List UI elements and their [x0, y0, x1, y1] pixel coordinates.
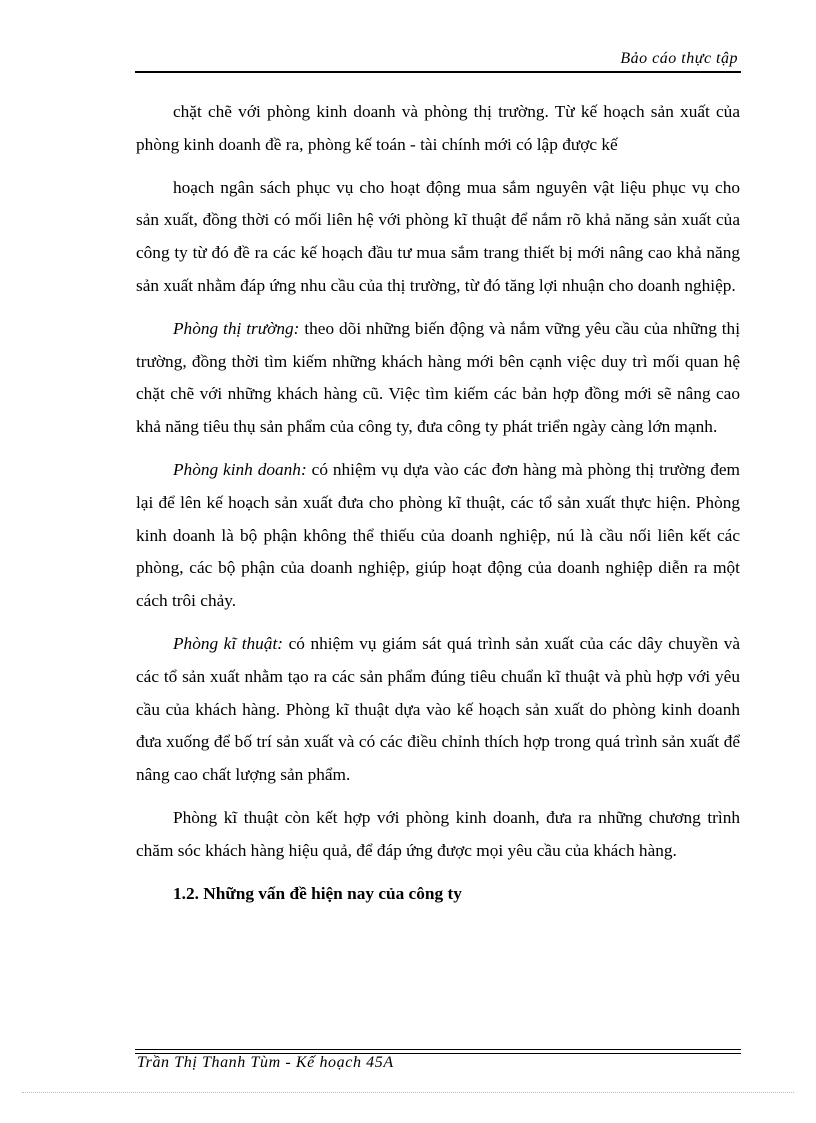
paragraph-label: Phòng thị trường:: [173, 318, 300, 338]
running-header: Bảo cáo thực tập: [620, 50, 738, 67]
paragraph-label: Phòng kinh doanh:: [173, 459, 307, 479]
paragraph-text: hoạch ngân sách phục vụ cho hoạt động mua sắm nguyên vật liệu phục vụ cho sản xuất, đồng thời có mối liên hệ với phòng kĩ thuật để nắm rõ khả năng sản xuất của công ty từ đó đề ra các kế hoạch đầu tư mua sắm trang thiết bị mới nâng cao khả năng sản xuất nhằm đáp ứng nhu cầu của thị trường, từ đó tăng lợi nhuận cho doanh nghiệp.: [136, 177, 740, 295]
paragraph-text: có nhiệm vụ dựa vào các đơn hàng mà phòng thị trường đem lại để lên kế hoạch sản xuất đưa cho phòng kĩ thuật, các tổ sản xuất thực hiện. Phòng kinh doanh là bộ phận không thể thiếu của doanh nghiệp, nú là cầu nối liên kết các phòng, các bộ phận của doanh nghiệp, giúp hoạt động của doanh nghiệp diễn ra một cách trôi chảy.: [136, 459, 740, 611]
header-rule: [135, 71, 741, 73]
running-footer: Trần Thị Thanh Tùm - Kế hoạch 45A: [137, 1054, 394, 1071]
paragraph-text: có nhiệm vụ giám sát quá trình sản xuất của các dây chuyền và các tổ sản xuất nhằm tạo ra các sản phẩm đúng tiêu chuẩn kĩ thuật và phù hợp với yêu cầu của khách hàng. Phòng kĩ thuật dựa vào kế hoạch sản xuất do phòng kinh doanh đưa xuống để bố trí sản xuất và có các điều chỉnh thích hợp trong quá trình sản xuất để nâng cao chất lượng sản phẩm.: [136, 633, 741, 785]
paragraph-2: [136, 172, 740, 303]
page-boundary: [22, 1092, 794, 1093]
paragraph-label: Phòng kĩ thuật:: [173, 633, 284, 653]
paragraph-business-dept: [136, 454, 740, 618]
paragraph-6: [136, 802, 740, 868]
paragraph-market-dept: [136, 313, 740, 444]
paragraph-text: Phòng kĩ thuật còn kết hợp với phòng kinh doanh, đưa ra những chương trình chăm sóc khách hàng hiệu quả, để đáp ứng được mọi yêu cầu của khách hàng.: [136, 807, 740, 860]
document-body: [136, 96, 740, 910]
section-heading: 1.2. Những vấn đề hiện nay của công ty: [173, 883, 462, 903]
paragraph-text: chặt chẽ với phòng kinh doanh và phòng thị trường. Từ kế hoạch sản xuất của phòng kinh doanh đề ra, phòng kế toán - tài chính mới có lập được kế: [136, 102, 740, 154]
paragraph-technical-dept: [136, 628, 740, 792]
paragraph-text: theo dõi những biến động và nắm vững yêu cầu của những thị trường, đồng thời tìm kiếm những khách hàng mới bên cạnh việc duy trì mối quan hệ chặt chẽ với những khách hàng cũ. Việc tìm kiếm các bản hợp đồng mới sẽ nâng cao khả năng tiêu thụ sản phẩm của công ty, đưa công ty phát triển ngày càng lớn mạnh.: [136, 318, 740, 437]
paragraph-1: [136, 96, 740, 162]
